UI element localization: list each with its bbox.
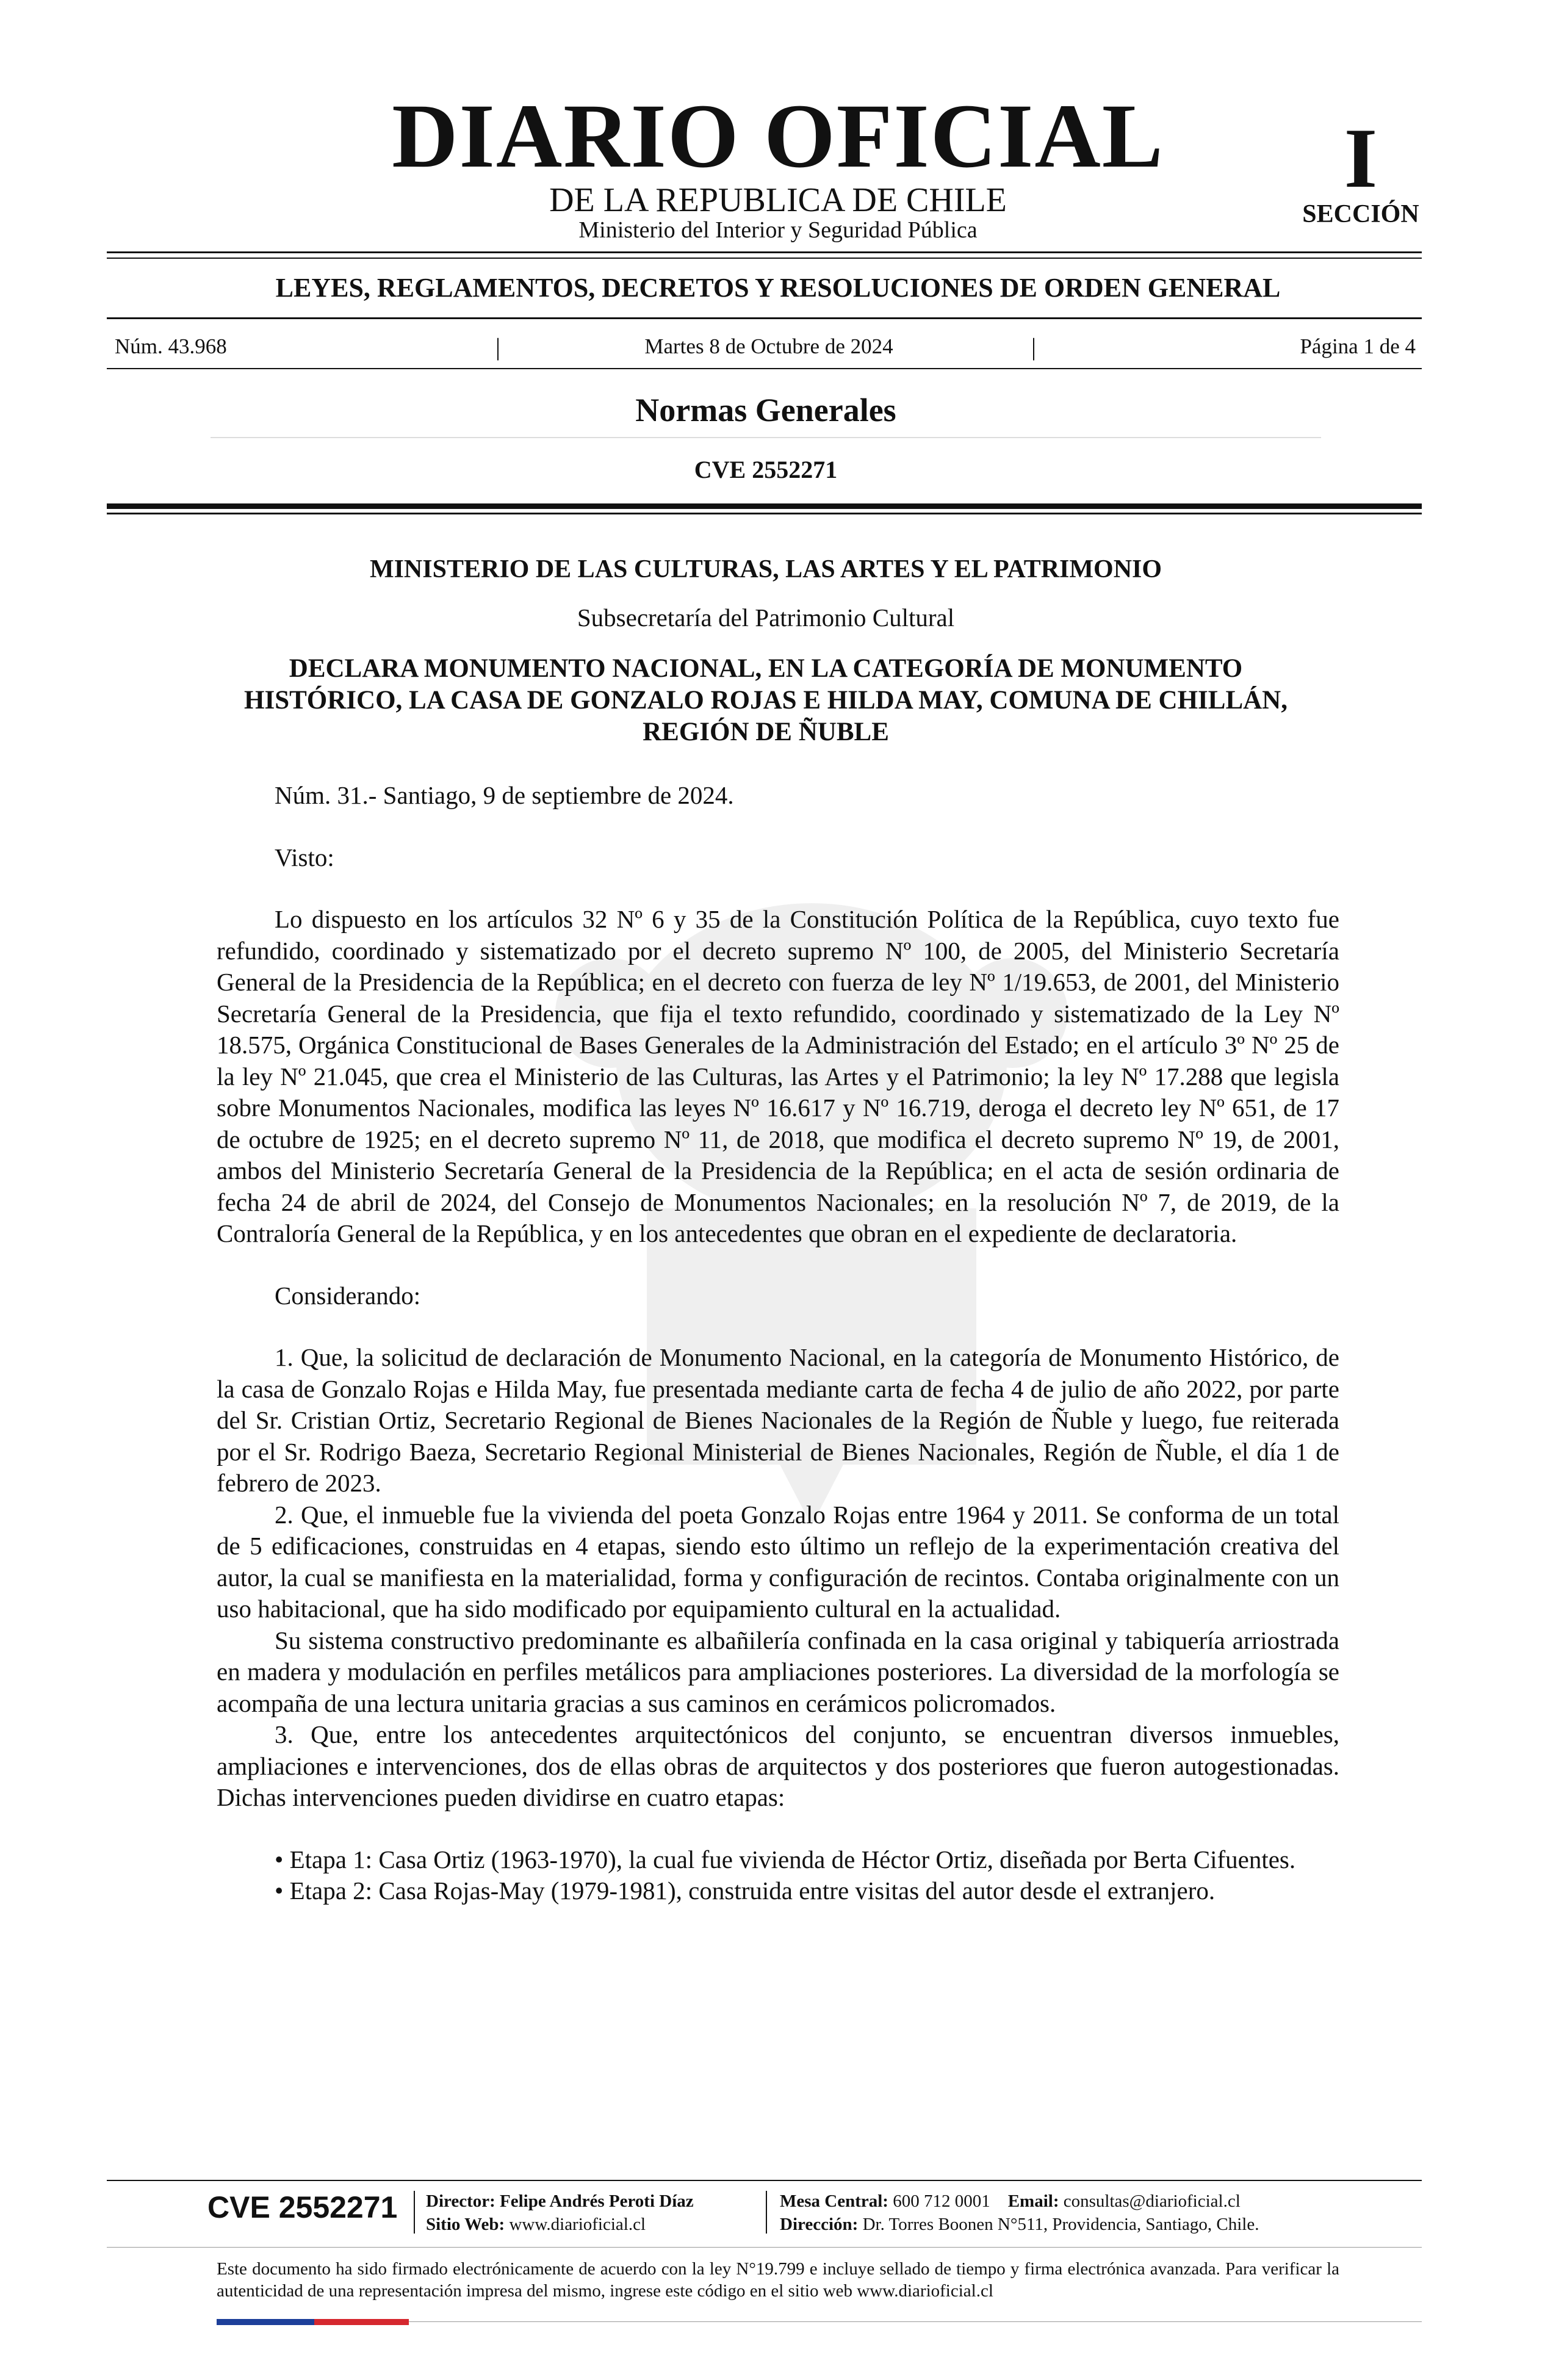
masthead-subtitle: DE LA REPUBLICA DE CHILE	[549, 181, 1007, 219]
considerando-paragraph-2: 2. Que, el inmueble fue la vivienda del poeta Gonzalo Rojas entre 1964 y 2011. Se conforma de un total de 5 edificaciones, construidas en 4 etapas, siendo esto último un reflejo de la experimentación creativa del autor, la cual se manifiesta en la materialidad, forma y configuración de recintos. Contaba originalmente con un uso habitacional, que ha sido modificado por equipamiento cultural en la actualidad.	[217, 1500, 1339, 1623]
masthead-title: DIARIO OFICIAL	[392, 85, 1164, 187]
footer-rule	[107, 2180, 1422, 2181]
issue-date: Martes 8 de Octubre de 2024	[644, 334, 893, 358]
decree-number-paragraph: Núm. 31.- Santiago, 9 de septiembre de 2024.	[275, 781, 734, 809]
footer-note-rule	[107, 2247, 1422, 2248]
cve-rule-thick	[107, 503, 1422, 509]
info-rule	[107, 368, 1422, 369]
section-numeral: I	[1344, 111, 1378, 206]
masthead-ministry: Ministerio del Interior y Seguridad Pública	[578, 217, 978, 243]
decree-subsecretariat: Subsecretaría del Patrimonio Cultural	[577, 604, 955, 632]
section-label: SECCIÓN	[1302, 200, 1419, 228]
flag-stripe-blue	[217, 2319, 314, 2325]
address-label: Dirección:	[780, 2215, 859, 2234]
email-label: Email:	[1007, 2191, 1059, 2211]
website-link[interactable]: www.diarioficial.cl	[509, 2215, 646, 2234]
issue-number: Núm. 43.968	[115, 334, 227, 358]
separator: |	[1031, 333, 1037, 361]
footer-contact-block	[780, 2190, 1366, 2236]
address-text: Dr. Torres Boonen N°511, Providencia, Santiago, Chile.	[862, 2215, 1259, 2234]
director-label: Director:	[426, 2191, 495, 2211]
phone-number: 600 712 0001	[893, 2191, 990, 2211]
masthead-rule-top	[107, 251, 1422, 253]
flag-stripe-red	[314, 2319, 409, 2325]
etapa-2-item: • Etapa 2: Casa Rojas-May (1979-1981), construida entre visitas del autor desde el extranjero.	[275, 1877, 1216, 1905]
footer-director-block	[426, 2190, 774, 2236]
etapa-1-item: • Etapa 1: Casa Ortiz (1963-1970), la cual fue vivienda de Héctor Ortiz, diseñada por Berta Cifuentes.	[275, 1845, 1296, 1873]
masthead-rule-top-thin	[107, 258, 1422, 259]
category-rule	[107, 317, 1422, 319]
visto-heading: Visto:	[275, 843, 334, 871]
cve-code: CVE 2552271	[694, 456, 838, 483]
section-title: Normas Generales	[635, 392, 896, 428]
considerando-heading: Considerando:	[275, 1281, 421, 1310]
director-name: Felipe Andrés Peroti Díaz	[500, 2191, 694, 2211]
separator: |	[495, 333, 501, 361]
email-link[interactable]: consultas@diarioficial.cl	[1063, 2191, 1241, 2211]
page-indicator: Página 1 de 4	[1300, 334, 1416, 358]
footer-bottom-rule	[409, 2321, 1422, 2322]
section-title-underline	[211, 437, 1321, 438]
considerando-paragraph-1: 1. Que, la solicitud de declaración de Monumento Nacional, en la categoría de Monumento Histórico, de la casa de Gonzalo Rojas e Hilda May, fue presentada mediante carta de fecha 4 de julio de año 2022, por parte del Sr. Cristian Ortiz, Secretario Regional de Bienes Nacionales de la Región de Ñuble y luego, fue reiterada por el Sr. Rodrigo Baeza, Secretario Regional Ministerial de Bienes Nacionales, Región de Ñuble, el día 1 de febrero de 2023.	[217, 1343, 1339, 1497]
footer-cve-code: CVE 2552271	[207, 2190, 398, 2224]
cve-rule-thin	[107, 513, 1422, 514]
considerando-paragraph-3: 3. Que, entre los antecedentes arquitectónicos del conjunto, se encuentran diversos inmuebles, ampliaciones e intervenciones, dos de ellas obras de arquitectos y dos posteriores que fueron autogestionadas. Dichas intervenciones pueden dividirse en cuatro etapas:	[217, 1720, 1339, 1811]
footer-divider	[414, 2191, 415, 2234]
considerando-paragraph-2b: Su sistema constructivo predominante es albañilería confinada en la casa original y tabiquería arriostrada en madera y modulación en perfiles metálicos para ampliaciones posteriores. La diversidad de la morfología se acompaña de una lectura unitaria gracias a sus caminos en cerámicos policromados.	[217, 1626, 1339, 1717]
publication-category: LEYES, REGLAMENTOS, DECRETOS Y RESOLUCIONES DE ORDEN GENERAL	[275, 273, 1281, 303]
decree-body	[217, 780, 1339, 1907]
decree-ministry: MINISTERIO DE LAS CULTURAS, LAS ARTES Y EL PATRIMONIO	[369, 555, 1162, 583]
footer-divider	[766, 2191, 767, 2234]
website-label: Sitio Web:	[426, 2215, 505, 2234]
visto-paragraph: Lo dispuesto en los artículos 32 Nº 6 y 35 de la Constitución Política de la República, cuyo texto fue refundido, coordinado y sistematizado por el decreto supremo Nº 100, de 2005, del Ministerio Secretaría General de la Presidencia de la República; en el decreto con fuerza de ley Nº 1/19.653, de 2001, del Ministerio Secretaría General de la Presidencia, que fija el texto refundido, coordinado y sistematizado de la Ley Nº 18.575, Orgánica Constitucional de Bases Generales de la Administración del Estado; en el artículo 3º Nº 25 de la ley Nº 21.045, que crea el Ministerio de las Culturas, las Artes y el Patrimonio; la ley Nº 17.288 que legisla sobre Monumentos Nacionales, modifica las leyes Nº 16.617 y Nº 16.719, deroga el decreto ley Nº 651, de 17 de octubre de 1925; en el decreto supremo Nº 11, de 2018, que modifica el decreto supremo Nº 19, de 2001, ambos del Ministerio Secretaría General de la Presidencia de la República; en el acta de sesión ordinaria de fecha 24 de abril de 2024, del Consejo de Monumentos Nacionales; en la resolución Nº 7, de 2019, de la Contraloría General de la República, y en los antecedentes que obran en el expediente de declaratoria.	[217, 905, 1339, 1247]
decree-title: DECLARA MONUMENTO NACIONAL, EN LA CATEGORÍA DE MONUMENTO HISTÓRICO, LA CASA DE GONZALO ROJAS E HILDA MAY, COMUNA DE CHILLÁN, REGIÓN DE ÑUBLE	[244, 654, 1288, 746]
footer-legal-note: Este documento ha sido firmado electrónicamente de acuerdo con la ley N°19.799 e incluye sellado de tiempo y firma electrónica avanzada. Para verificar la autenticidad de una representación impresa del mismo, ingrese este código en el sitio web www.diarioficial.cl	[217, 2259, 1339, 2301]
phone-label: Mesa Central:	[780, 2191, 888, 2211]
